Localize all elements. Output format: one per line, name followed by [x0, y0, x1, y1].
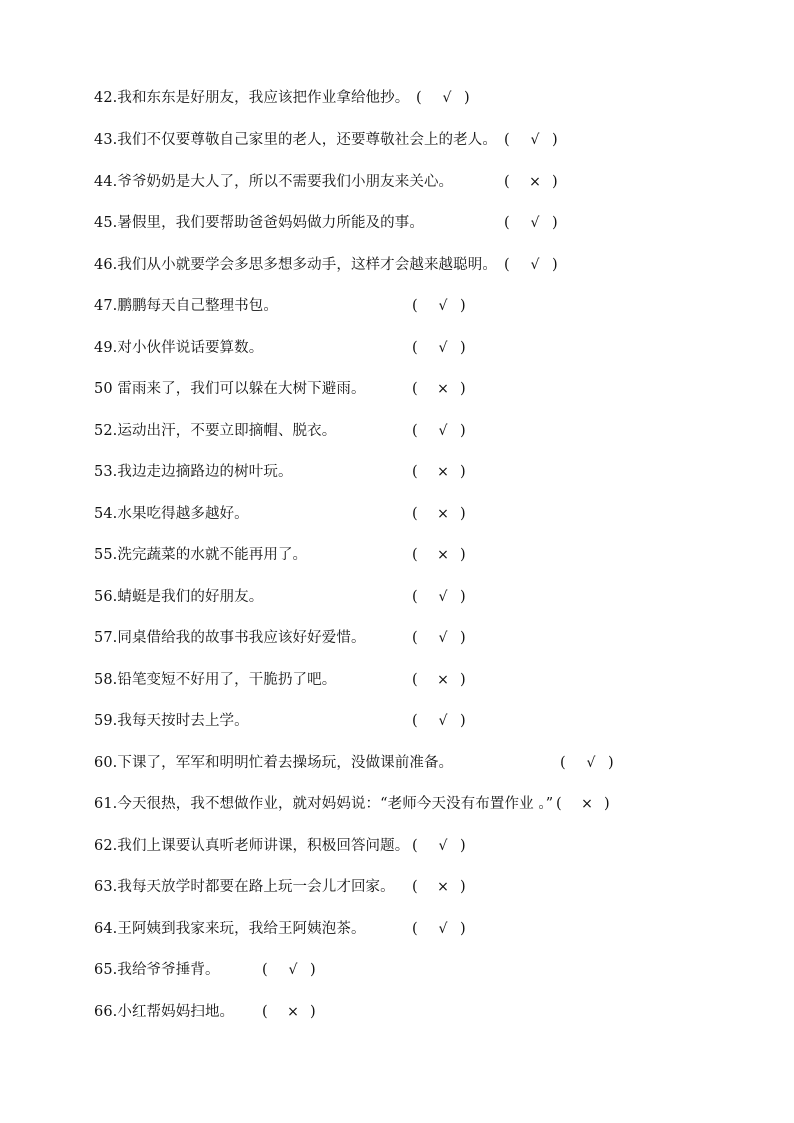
- answer-bracket: [262, 1000, 326, 1024]
- close-paren: ): [460, 423, 466, 439]
- question-text: 54.水果吃得越多越好。: [94, 506, 249, 522]
- close-paren: ): [310, 962, 316, 978]
- answer-bracket: [412, 543, 476, 567]
- question-text: 49.对小伙伴说话要算数。: [94, 340, 264, 356]
- answer-bracket: [412, 585, 476, 609]
- close-paren: ): [460, 340, 466, 356]
- question-text: 42.我和东东是好朋友，我应该把作业拿给他抄。: [94, 90, 410, 106]
- close-paren: ): [552, 174, 558, 190]
- answer-mark: √: [530, 132, 540, 148]
- question-text: 43.我们不仅要尊敬自己家里的老人，还要尊敬社会上的老人。: [94, 132, 497, 148]
- question-text: 50 雷雨来了，我们可以躲在大树下避雨。: [94, 381, 366, 397]
- answer-bracket: [412, 294, 476, 318]
- answer-mark: ×: [437, 506, 449, 522]
- answer-mark: √: [438, 921, 448, 937]
- question-text: 58.铅笔变短不好用了，干脆扔了吧。: [94, 672, 337, 688]
- open-paren: (: [504, 132, 510, 148]
- open-paren: (: [412, 630, 418, 646]
- close-paren: ): [552, 215, 558, 231]
- answer-mark: √: [438, 423, 448, 439]
- answer-bracket: [412, 460, 476, 484]
- answer-mark: √: [438, 838, 448, 854]
- question-text: 52.运动出汗，不要立即摘帽、脱衣。: [94, 423, 337, 439]
- answer-bracket: [412, 917, 476, 941]
- answer-bracket: [412, 626, 476, 650]
- answer-bracket: [504, 128, 568, 152]
- answer-mark: ×: [529, 174, 541, 190]
- close-paren: ): [460, 879, 466, 895]
- open-paren: (: [504, 215, 510, 231]
- answer-mark: √: [530, 215, 540, 231]
- answer-mark: ×: [437, 672, 449, 688]
- close-paren: ): [552, 132, 558, 148]
- question-text: 63.我每天放学时都要在路上玩一会儿才回家。: [94, 879, 395, 895]
- question-text: 55.洗完蔬菜的水就不能再用了。: [94, 547, 308, 563]
- question-text: 56.蜻蜓是我们的好朋友。: [94, 589, 264, 605]
- open-paren: (: [504, 257, 510, 273]
- question-text: 66.小红帮妈妈扫地。: [94, 1004, 235, 1020]
- answer-bracket: [504, 211, 568, 235]
- answer-bracket: [262, 958, 326, 982]
- open-paren: (: [556, 796, 562, 812]
- close-paren: ): [608, 755, 614, 771]
- open-paren: (: [560, 755, 566, 771]
- answer-mark: ×: [437, 381, 449, 397]
- close-paren: ): [460, 381, 466, 397]
- close-paren: ): [460, 630, 466, 646]
- answer-mark: ×: [437, 879, 449, 895]
- answer-bracket: [504, 253, 568, 277]
- answer-mark: ×: [287, 1004, 299, 1020]
- question-text: 53.我边走边摘路边的树叶玩。: [94, 464, 293, 480]
- question-text: 47.鹏鹏每天自己整理书包。: [94, 298, 278, 314]
- close-paren: ): [310, 1004, 316, 1020]
- answer-mark: √: [438, 340, 448, 356]
- question-text: 46.我们从小就要学会多思多想多动手，这样才会越来越聪明。: [94, 257, 497, 273]
- question-text: 45.暑假里，我们要帮助爸爸妈妈做力所能及的事。: [94, 215, 424, 231]
- answer-mark: √: [438, 713, 448, 729]
- open-paren: (: [412, 921, 418, 937]
- answer-bracket: [412, 377, 476, 401]
- question-text: 65.我给爷爷捶背。: [94, 962, 220, 978]
- answer-bracket: [412, 419, 476, 443]
- close-paren: ): [460, 713, 466, 729]
- close-paren: ): [460, 589, 466, 605]
- close-paren: ): [460, 506, 466, 522]
- open-paren: (: [262, 1004, 268, 1020]
- close-paren: ): [460, 672, 466, 688]
- question-text: 60.下课了，军军和明明忙着去操场玩，没做课前准备。: [94, 755, 454, 771]
- close-paren: ): [460, 298, 466, 314]
- answer-bracket: [416, 86, 480, 110]
- open-paren: (: [504, 174, 510, 190]
- open-paren: (: [412, 340, 418, 356]
- open-paren: (: [412, 672, 418, 688]
- close-paren: ): [464, 90, 470, 106]
- question-text: 59.我每天按时去上学。: [94, 713, 249, 729]
- answer-mark: √: [438, 630, 448, 646]
- close-paren: ): [460, 921, 466, 937]
- question-text: 44.爷爷奶奶是大人了，所以不需要我们小朋友来关心。: [94, 174, 454, 190]
- answer-mark: √: [438, 589, 448, 605]
- close-paren: ): [552, 257, 558, 273]
- answer-bracket: [412, 875, 476, 899]
- answer-mark: √: [442, 90, 452, 106]
- open-paren: (: [262, 962, 268, 978]
- open-paren: (: [412, 547, 418, 563]
- open-paren: (: [412, 464, 418, 480]
- open-paren: (: [412, 381, 418, 397]
- close-paren: ): [460, 838, 466, 854]
- open-paren: (: [412, 298, 418, 314]
- open-paren: (: [412, 589, 418, 605]
- answer-mark: ×: [437, 547, 449, 563]
- question-text: 64.王阿姨到我家来玩，我给王阿姨泡茶。: [94, 921, 366, 937]
- open-paren: (: [412, 713, 418, 729]
- close-paren: ): [460, 547, 466, 563]
- question-text: 61.今天很热，我不想做作业，就对妈妈说：“老师今天没有布置作业 。”: [94, 796, 554, 812]
- close-paren: ): [460, 464, 466, 480]
- answer-bracket: [412, 834, 476, 858]
- answer-bracket: [504, 170, 568, 194]
- answer-mark: √: [586, 755, 596, 771]
- answer-bracket: [556, 792, 620, 816]
- answer-bracket: [412, 668, 476, 692]
- answer-bracket: [412, 709, 476, 733]
- answer-mark: √: [288, 962, 298, 978]
- question-text: 57.同桌借给我的故事书我应该好好爱惜。: [94, 630, 366, 646]
- answer-mark: ×: [581, 796, 593, 812]
- open-paren: (: [412, 879, 418, 895]
- close-paren: ): [604, 796, 610, 812]
- answer-bracket: [412, 336, 476, 360]
- open-paren: (: [412, 838, 418, 854]
- open-paren: (: [412, 506, 418, 522]
- question-text: 62.我们上课要认真听老师讲课，积极回答问题。: [94, 838, 410, 854]
- answer-bracket: [412, 502, 476, 526]
- answer-mark: √: [530, 257, 540, 273]
- open-paren: (: [416, 90, 422, 106]
- answer-bracket: [560, 751, 624, 775]
- open-paren: (: [412, 423, 418, 439]
- answer-mark: √: [438, 298, 448, 314]
- answer-mark: ×: [437, 464, 449, 480]
